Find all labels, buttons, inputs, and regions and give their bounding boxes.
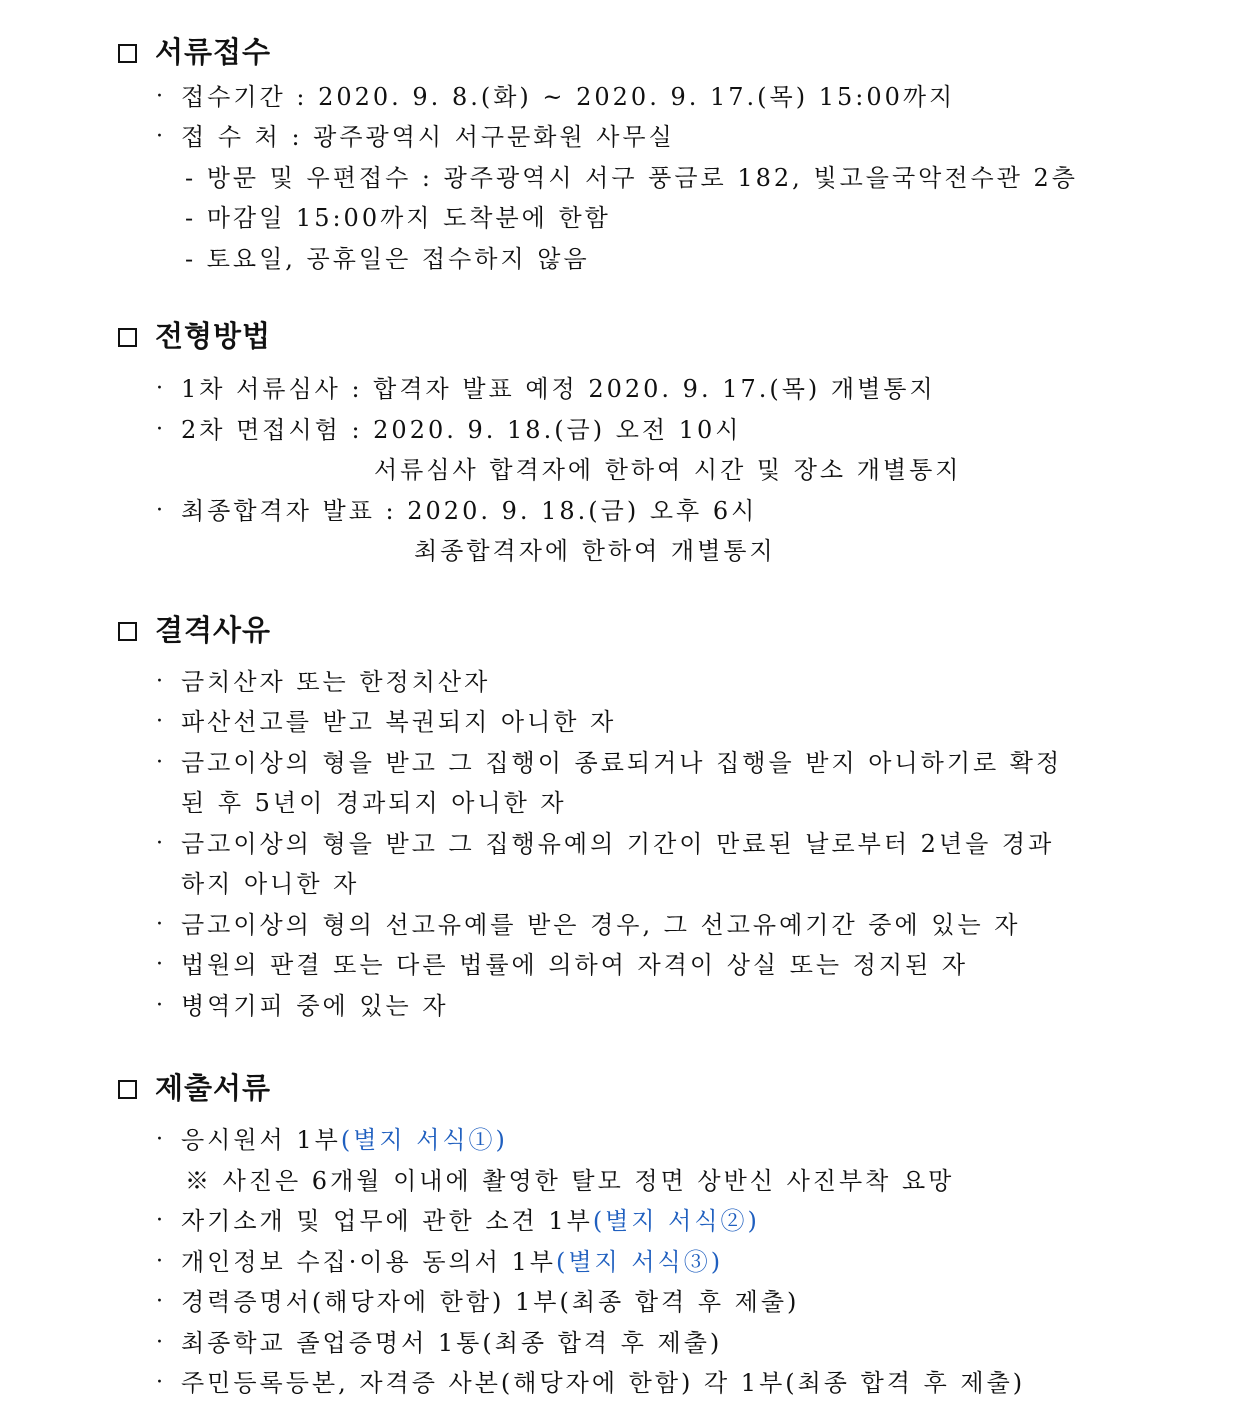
- submission-place: 접 수 처 : 광주광역시 서구문화원 사무실: [181, 123, 675, 151]
- section-heading-disqualification: 결격사유: [118, 612, 271, 648]
- bullet-icon: ·: [156, 1127, 163, 1152]
- bullet-icon: ·: [156, 1208, 163, 1233]
- bullet-icon: ·: [156, 84, 163, 109]
- section-heading-documents: 제출서류: [118, 1070, 271, 1106]
- checkbox-square-icon: [118, 1080, 137, 1099]
- disq-item: 병역기피 중에 있는 자: [181, 992, 449, 1020]
- bullet-icon: ·: [156, 1330, 163, 1355]
- disq-item-cont: 된 후 5년이 경과되지 아니한 자: [181, 789, 567, 817]
- bullet-icon: ·: [156, 1370, 163, 1395]
- disq-item: 금고이상의 형을 받고 그 집행이 종료되거나 집행을 받지 아니하기로 확정: [181, 749, 1063, 777]
- submission-holiday: - 토요일, 공휴일은 접수하지 않음: [185, 245, 590, 273]
- doc-graduation-cert: 최종학교 졸업증명서 1통(최종 합격 후 제출): [181, 1329, 723, 1357]
- bullet-icon: ·: [156, 912, 163, 937]
- checkbox-square-icon: [118, 44, 137, 63]
- bullet-icon: ·: [156, 376, 163, 401]
- section-heading-selection: 전형방법: [118, 318, 271, 354]
- disq-item: 법원의 판결 또는 다른 법률에 의하여 자격이 상실 또는 정지된 자: [181, 951, 969, 979]
- bullet-icon: ·: [156, 1289, 163, 1314]
- form-link-2[interactable]: (별지 서식②): [592, 1207, 760, 1235]
- submission-deadline: - 마감일 15:00까지 도착분에 한함: [185, 204, 611, 232]
- doc-self-intro: 자기소개 및 업무에 관한 소견 1부(별지 서식②): [181, 1207, 760, 1235]
- checkbox-square-icon: [118, 328, 137, 347]
- final-announcement-note: 최종합격자에 한하여 개별통지: [414, 537, 776, 565]
- bullet-icon: ·: [156, 669, 163, 694]
- disq-item: 금고이상의 형의 선고유예를 받은 경우, 그 선고유예기간 중에 있는 자: [181, 911, 1021, 939]
- bullet-icon: ·: [156, 952, 163, 977]
- doc-career-cert: 경력증명서(해당자에 한함) 1부(최종 합격 후 제출): [181, 1288, 800, 1316]
- submission-visit-mail: - 방문 및 우편접수 : 광주광역시 서구 풍금로 182, 빛고을국악전수관 2층: [185, 164, 1078, 192]
- bullet-icon: ·: [156, 498, 163, 523]
- final-announcement: 최종합격자 발표 : 2020. 9. 18.(금) 오후 6시: [181, 497, 758, 525]
- second-interview: 2차 면접시험 : 2020. 9. 18.(금) 오전 10시: [181, 416, 742, 444]
- form-link-1[interactable]: (별지 서식①): [340, 1126, 508, 1154]
- bullet-icon: ·: [156, 831, 163, 856]
- bullet-icon: ·: [156, 124, 163, 149]
- bullet-icon: ·: [156, 417, 163, 442]
- first-screening: 1차 서류심사 : 합격자 발표 예정 2020. 9. 17.(목) 개별통지: [181, 375, 936, 403]
- doc-application: 응시원서 1부(별지 서식①): [181, 1126, 508, 1154]
- second-interview-note: 서류심사 합격자에 한하여 시간 및 장소 개별통지: [374, 456, 962, 484]
- disq-item: 금치산자 또는 한정치산자: [181, 668, 491, 696]
- disq-item-cont: 하지 아니한 자: [181, 870, 360, 898]
- form-link-3[interactable]: (별지 서식③): [556, 1248, 724, 1276]
- doc-privacy-consent: 개인정보 수집·이용 동의서 1부(별지 서식③): [181, 1248, 724, 1276]
- disq-item: 금고이상의 형을 받고 그 집행유예의 기간이 만료된 날로부터 2년을 경과: [181, 830, 1055, 858]
- section-heading-submission: 서류접수: [118, 34, 271, 70]
- bullet-icon: ·: [156, 750, 163, 775]
- doc-resident-register: 주민등록등본, 자격증 사본(해당자에 한함) 각 1부(최종 합격 후 제출): [181, 1369, 1026, 1397]
- disq-item: 파산선고를 받고 복권되지 아니한 자: [181, 708, 617, 736]
- checkbox-square-icon: [118, 622, 137, 641]
- submission-period: 접수기간 : 2020. 9. 8.(화) ~ 2020. 9. 17.(목) 15:00까지: [181, 83, 956, 111]
- doc-photo-note: ※ 사진은 6개월 이내에 촬영한 탈모 정면 상반신 사진부착 요망: [185, 1167, 955, 1195]
- bullet-icon: ·: [156, 1249, 163, 1274]
- bullet-icon: ·: [156, 993, 163, 1018]
- bullet-icon: ·: [156, 709, 163, 734]
